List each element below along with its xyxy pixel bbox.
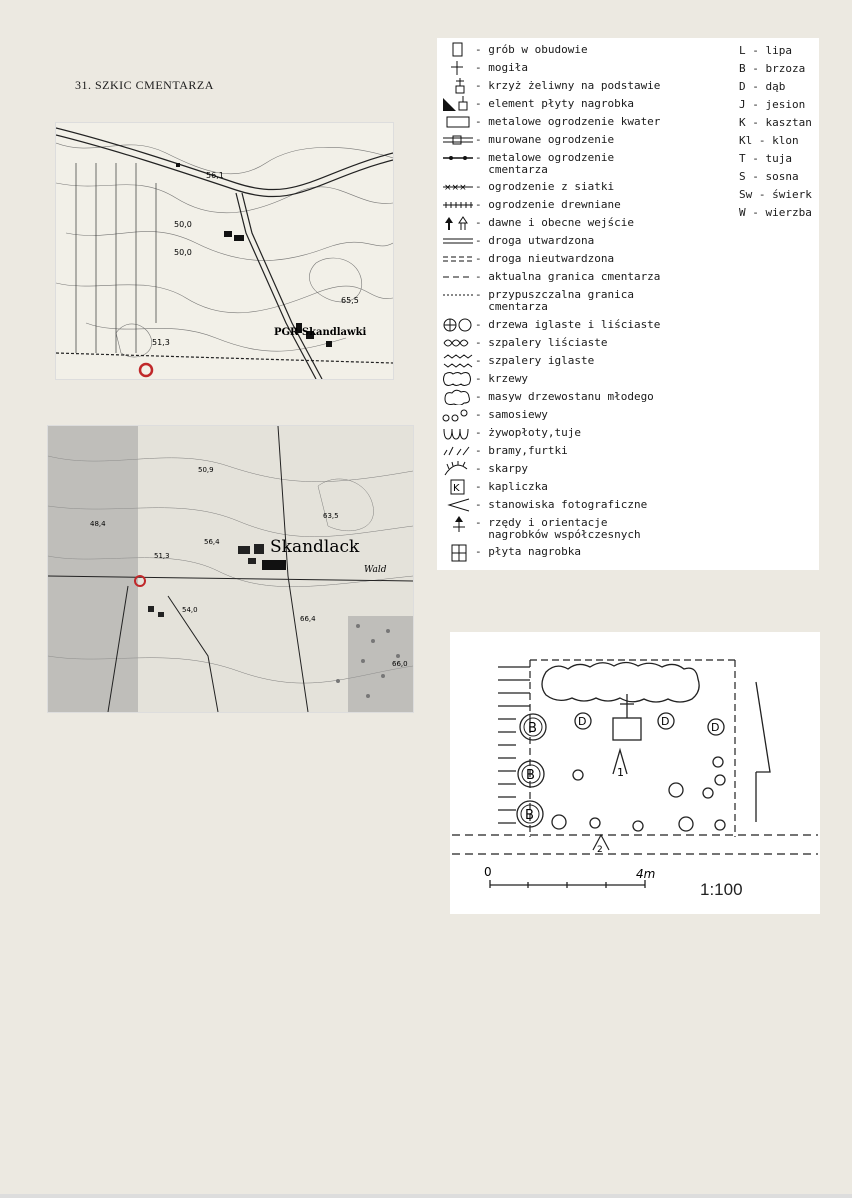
unpaved-road-icon [441, 251, 475, 267]
grave-enclosure-icon [441, 42, 475, 58]
map1-label: 65,5 [341, 296, 359, 305]
cemetery-sketch [450, 632, 820, 914]
metal-quarter-fence-icon [441, 114, 475, 130]
self-seeding-icon [441, 407, 475, 423]
chapel-icon [441, 479, 475, 495]
legend-item: - mogiła [441, 60, 528, 78]
tree-letter: D [711, 721, 720, 734]
shrubs-icon [441, 371, 475, 387]
map1-label: 50,0 [174, 248, 192, 257]
map1-label: 51,3 [152, 338, 170, 347]
tree-letter: D [578, 715, 587, 728]
legend-item: - murowane ogrodzenie [441, 132, 614, 150]
legend-item: - metalowe ogrodzenie cmentarza [441, 150, 614, 178]
page-edge [0, 1194, 852, 1198]
svg-text:K: K [453, 483, 460, 494]
tree-letter: B [528, 721, 537, 736]
abbreviation-item: W - wierzba [739, 206, 812, 219]
brick-fence-icon [441, 132, 475, 148]
tree-letter: D [661, 715, 670, 728]
paved-road-icon [441, 233, 475, 249]
gates-icon [441, 443, 475, 459]
scale-start: 0 [484, 865, 492, 879]
abbreviation-item: T - tuja [739, 152, 792, 165]
current-boundary-icon [441, 269, 475, 285]
legend-item: ××× - ogrodzenie z siatki [441, 179, 614, 197]
map1-place-label: PGR Skandlawki [274, 327, 367, 338]
legend-item: - szpalery iglaste [441, 353, 594, 371]
map2-label: 51,3 [154, 552, 170, 560]
legend [437, 38, 819, 570]
abbreviation-item: Sw - świerk [739, 188, 812, 201]
entrance-icon [441, 215, 475, 231]
page-title: 31. SZKIC CMENTARZA [75, 78, 214, 92]
map2-label: 63,5 [323, 512, 339, 520]
legend-item: - żywopłoty,tuje [441, 425, 581, 443]
abbreviation-item: K - kasztan [739, 116, 812, 129]
trees-icon [441, 317, 475, 333]
legend-item: - krzewy [441, 371, 528, 389]
deciduous-rows-icon [441, 335, 475, 351]
legend-item: - masyw drzewostanu młodego [441, 389, 654, 407]
map1-label: 56,1 [206, 171, 224, 180]
legend-item: - przypuszczalna granica cmentarza [441, 287, 634, 315]
map2-label: Wald [364, 565, 387, 575]
map2-label: 66,0 [392, 660, 408, 668]
legend-item: - szpalery liściaste [441, 335, 607, 353]
abbreviation-item: D - dąb [739, 80, 786, 93]
map2-label: 50,9 [198, 466, 214, 474]
map2-label: 66,4 [300, 615, 316, 623]
abbreviation-item: Kl - klon [739, 134, 799, 147]
scale-end: 4m [636, 867, 656, 881]
legend-item: - element płyty nagrobka [441, 96, 634, 114]
map2-label: 54,0 [182, 606, 198, 614]
abbreviation-item: J - jesion [739, 98, 806, 111]
map2-place-label: Skandlack [270, 537, 360, 557]
legend-item: - grób w obudowie [441, 42, 588, 60]
legend-item: - drzewa iglaste i liściaste [441, 317, 660, 335]
escarpment-icon [441, 461, 475, 477]
legend-item: - droga utwardzona [441, 233, 594, 251]
metal-cemetery-fence-icon [441, 150, 475, 166]
legend-item: - droga nieutwardzona [441, 251, 614, 269]
wooden-fence-icon [441, 197, 475, 213]
tombstone-slab-icon [441, 544, 475, 560]
photo-position-label: 2 [597, 845, 603, 855]
topographic-map-1 [55, 122, 394, 380]
legend-item: - aktualna granica cmentarza [441, 269, 660, 287]
legend-item: - dawne i obecne wejście [441, 215, 634, 233]
legend-item: - rzędy i orientacje nagrobków współczesnych [441, 515, 641, 543]
mesh-fence-icon [441, 179, 475, 195]
grave-mound-icon [441, 60, 475, 76]
photo-position-label: 1 [617, 766, 624, 779]
svg-text:×××: ××× [444, 183, 467, 193]
tree-letter: B [525, 808, 534, 823]
iron-cross-icon [441, 78, 475, 94]
conifer-rows-icon [441, 353, 475, 369]
abbreviation-item: S - sosna [739, 170, 799, 183]
legend-item: K - kapliczka [441, 479, 548, 497]
tombstone-element-icon [441, 96, 475, 112]
hedge-icon [441, 425, 475, 441]
map2-label: 48,4 [90, 520, 106, 528]
scale-ratio: 1:100 [700, 880, 743, 899]
legend-item: - skarpy [441, 461, 528, 479]
photo-position-icon [441, 497, 475, 513]
legend-item: - samosiewy [441, 407, 548, 425]
tree-letter: B [526, 768, 535, 783]
abbreviation-item: B - brzoza [739, 62, 806, 75]
legend-item: - płyta nagrobka [441, 544, 581, 562]
young-stand-icon [441, 389, 475, 405]
legend-item: - stanowiska fotograficzne [441, 497, 647, 515]
map2-label: 56,4 [204, 538, 220, 546]
legend-item: - metalowe ogrodzenie kwater [441, 114, 660, 132]
assumed-boundary-icon [441, 287, 475, 303]
topographic-map-2 [47, 425, 414, 713]
rows-orientation-icon [441, 515, 475, 531]
abbreviation-item: L - lipa [739, 44, 792, 57]
legend-item: - krzyż żeliwny na podstawie [441, 78, 660, 96]
legend-item: - ogrodzenie drewniane [441, 197, 621, 215]
legend-item: - bramy,furtki [441, 443, 568, 461]
map1-label: 50,0 [174, 220, 192, 229]
